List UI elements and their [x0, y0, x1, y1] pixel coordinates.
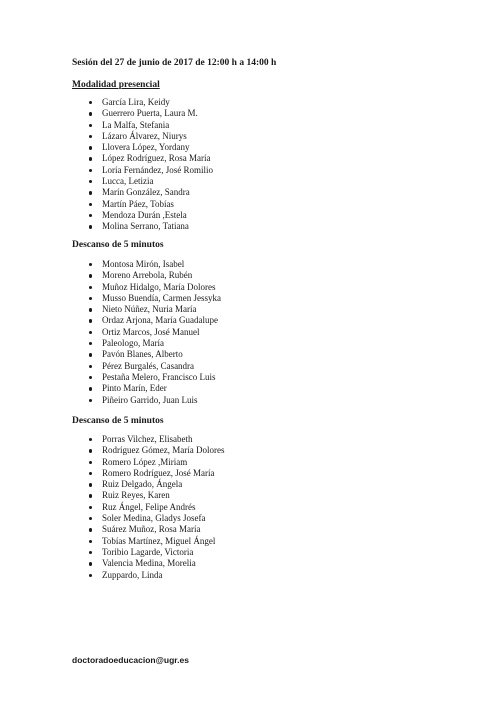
attendee-name: Zuppardo, Linda [102, 569, 163, 580]
attendee-name: Ordaz Arjona, María Guadalupe [102, 315, 218, 326]
list-item [72, 270, 221, 281]
list-item [72, 210, 213, 221]
bullet-icon [89, 297, 92, 300]
attendee-name: Martín Páez, Tobías [102, 198, 174, 209]
attendee-name: Toribio Lagarde, Victoria [102, 546, 194, 557]
bullet-icon [89, 157, 92, 160]
list-item [72, 142, 213, 153]
bullet-icon [89, 506, 92, 509]
attendee-name: Rodríguez Gómez, María Dolores [102, 445, 225, 456]
list-item [72, 547, 224, 558]
attendee-name: Loría Fernández, José Romilio [102, 164, 213, 175]
bullet-icon [89, 203, 92, 206]
bullet-icon [89, 574, 92, 577]
bullet-icon [89, 540, 92, 543]
list-item [72, 513, 224, 524]
bullet-icon [89, 169, 92, 172]
attendee-name: García Lira, Keidy [102, 97, 170, 107]
bullet-icon [89, 449, 92, 452]
bullet-icon [89, 483, 92, 486]
list-item [72, 490, 224, 501]
attendee-list-1 [72, 97, 213, 233]
attendee-name: Pavón Blanes, Alberto [102, 349, 183, 360]
attendee-name: Molina Serrano, Tatiana [102, 221, 189, 232]
attendee-name: La Malfa, Stefania [102, 119, 170, 130]
bullet-icon [89, 146, 92, 149]
bullet-icon [89, 399, 92, 402]
section-heading-break-2: Descanso de 5 minutos [72, 416, 164, 426]
attendee-name: Suárez Muñoz, Rosa María [102, 524, 201, 535]
attendee-name: Valencia Medina, Morelia [102, 558, 196, 569]
attendee-name: Ruiz Delgado, Ángela [102, 479, 183, 490]
list-item [72, 445, 224, 456]
list-item [72, 524, 224, 535]
attendee-name: Ortiz Marcos, José Manuel [102, 326, 200, 337]
bullet-icon [89, 124, 92, 127]
bullet-icon [89, 135, 92, 138]
list-item [72, 199, 213, 210]
attendee-name: Lucca, Letizia [102, 176, 154, 187]
attendee-name: Montosa Mirón, Isabel [102, 259, 185, 269]
list-item [72, 165, 213, 176]
bullet-icon [89, 191, 92, 194]
section-heading-modalidad-presencial: Modalidad presencial [72, 80, 160, 90]
bullet-icon [89, 274, 92, 277]
attendee-name: Mendoza Durán ,Estela [102, 209, 187, 220]
bullet-icon [89, 365, 92, 368]
attendee-name: Lázaro Álvarez, Niurys [102, 130, 187, 141]
attendee-name: Soler Medina, Gladys Josefa [102, 513, 206, 524]
bullet-icon [89, 461, 92, 464]
bullet-icon [89, 494, 92, 497]
list-item [72, 361, 221, 372]
attendee-name: Ruz Ángel, Felipe Andrés [102, 501, 196, 512]
page-title: Sesión del 27 de junio de 2017 de 12:00 h a 14:00 h [72, 58, 277, 68]
list-item [72, 558, 224, 569]
attendee-name: Porras Vilchez, Elisabeth [102, 434, 193, 444]
attendee-name: Tobías Martínez, Miguel Ángel [102, 535, 216, 546]
bullet-icon [89, 214, 92, 217]
list-item [72, 221, 213, 232]
list-item [72, 372, 221, 383]
bullet-icon [89, 438, 92, 441]
list-item [72, 131, 213, 142]
bullet-icon [89, 353, 92, 356]
bullet-icon [89, 472, 92, 475]
bullet-icon [89, 263, 92, 266]
attendee-name: Pinto Marín, Eder [102, 383, 167, 394]
bullet-icon [89, 225, 92, 228]
attendee-name: Guerrero Puerta, Laura M. [102, 108, 198, 119]
attendee-name: Marín González, Sandra [102, 187, 190, 198]
attendee-name: Pérez Burgalés, Casandra [102, 360, 195, 371]
bullet-icon [89, 387, 92, 390]
list-item [72, 502, 224, 513]
attendee-name: Muñoz Hidalgo, María Dolores [102, 281, 216, 292]
attendee-name: Romero Rodríguez, José María [102, 467, 215, 478]
bullet-icon [89, 331, 92, 334]
list-item [72, 293, 221, 304]
attendee-name: Musso Buendía, Carmen Jessyka [102, 292, 221, 303]
bullet-icon [89, 528, 92, 531]
attendee-name: Pestaña Melero, Francisco Luis [102, 371, 216, 382]
attendee-name: Paleologo, María [102, 338, 164, 349]
attendee-name: Ruiz Reyes, Karen [102, 490, 170, 501]
list-item [72, 304, 221, 315]
section-heading-break-1: Descanso de 5 minutos [72, 240, 164, 250]
list-item [72, 187, 213, 198]
attendee-name: Llovera López, Yordany [102, 142, 190, 153]
list-item [72, 153, 213, 164]
bullet-icon [89, 551, 92, 554]
list-item [72, 468, 224, 479]
list-item [72, 282, 221, 293]
list-item [72, 479, 224, 490]
list-item [72, 570, 224, 581]
attendee-list-2 [72, 259, 221, 406]
list-item [72, 97, 213, 108]
bullet-icon [89, 517, 92, 520]
list-item [72, 315, 221, 326]
attendee-list-3 [72, 434, 224, 581]
list-item [72, 395, 221, 406]
list-item [72, 457, 224, 468]
attendee-name: Romero López ,Miriam [102, 456, 188, 467]
list-item [72, 349, 221, 360]
attendee-name: Moreno Arrebola, Rubén [102, 270, 193, 281]
bullet-icon [89, 319, 92, 322]
list-item [72, 383, 221, 394]
list-item [72, 536, 224, 547]
attendee-name: López Rodríguez, Rosa María [102, 153, 211, 164]
list-item [72, 259, 221, 270]
list-item [72, 120, 213, 131]
list-item [72, 176, 213, 187]
list-item [72, 327, 221, 338]
bullet-icon [89, 342, 92, 345]
list-item [72, 434, 224, 445]
bullet-icon [89, 562, 92, 565]
bullet-icon [89, 308, 92, 311]
bullet-icon [89, 112, 92, 115]
bullet-icon [89, 376, 92, 379]
bullet-icon [89, 180, 92, 183]
footer-email: doctoradoeducacion@ugr.es [72, 655, 189, 665]
bullet-icon [89, 101, 92, 104]
attendee-name: Nieto Núñez, Nuria María [102, 304, 197, 315]
attendee-name: Piñeiro Garrido, Juan Luis [102, 394, 198, 405]
list-item [72, 338, 221, 349]
bullet-icon [89, 286, 92, 289]
list-item [72, 108, 213, 119]
